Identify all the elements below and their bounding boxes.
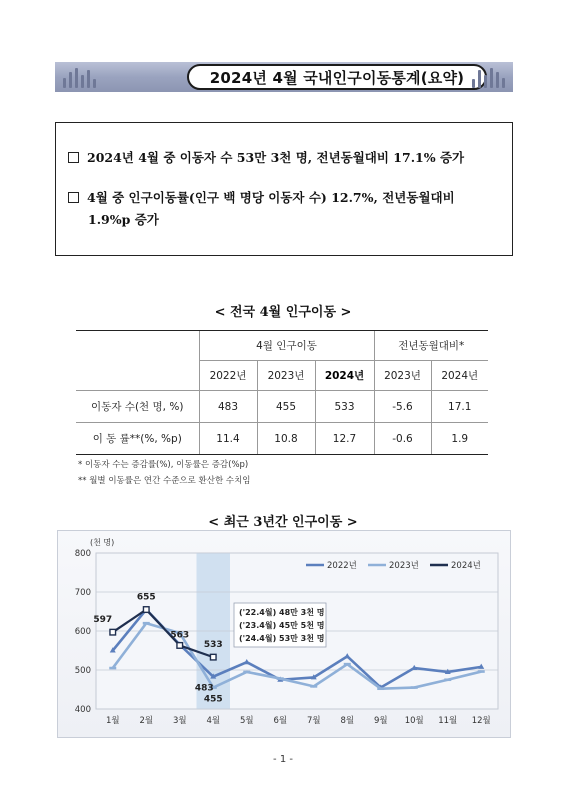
data-label: 483 (194, 683, 214, 694)
annotation-line: ('22.4월) 48만 3천 명 (239, 608, 325, 617)
table-cell: -0.6 (374, 423, 431, 455)
summary-item-1 (68, 147, 464, 169)
table-row (76, 423, 488, 455)
data-label: 655 (136, 592, 156, 603)
data-point (243, 671, 250, 674)
header-year: 2022년 (199, 361, 257, 391)
migration-table (76, 330, 488, 455)
data-point (143, 622, 150, 625)
header-group-yoy: 전년동월대비* (374, 331, 488, 361)
data-point (110, 629, 116, 635)
table-cell: 17.1 (431, 391, 488, 423)
data-point (277, 677, 284, 680)
header-year: 2024년 (431, 361, 488, 391)
data-point (210, 654, 216, 660)
header-group-april: 4월 인구이동 (199, 331, 374, 361)
data-point (143, 607, 149, 613)
checkbox-square-icon (68, 192, 79, 203)
data-point (344, 663, 351, 666)
x-tick-label: 3월 (172, 716, 187, 726)
summary-item-2-line1: 4월 중 인구이동률(인구 백 명당 이동자 수) 12.7%, 전년동월대비 (87, 190, 455, 205)
x-tick-label: 12월 (471, 716, 491, 726)
table-header-year-row (76, 361, 488, 391)
x-tick-label: 11월 (438, 716, 458, 726)
header-year: 2023년 (257, 361, 315, 391)
legend-label: 2022년 (327, 561, 357, 571)
x-tick-label: 2월 (139, 716, 154, 726)
table-cell: 11.4 (199, 423, 257, 455)
row-label: 이 동 률**(%, %p) (76, 423, 199, 455)
header-year: 2023년 (374, 361, 431, 391)
x-tick-label: 7월 (306, 716, 321, 726)
y-tick-label: 500 (74, 666, 91, 676)
data-point (177, 643, 183, 649)
footnote-2: ** 월별 이동률은 연간 수준으로 환산한 수치임 (78, 476, 251, 486)
checkbox-square-icon (68, 152, 79, 163)
table-row (76, 391, 488, 423)
data-point (377, 687, 384, 690)
chart-title: < 최근 3년간 인구이동 > (208, 515, 358, 530)
summary-item-2-line2: 1.9%p 증가 (88, 212, 159, 227)
summary-item-2 (68, 187, 503, 231)
x-tick-label: 4월 (206, 716, 221, 726)
table-title: < 전국 4월 인구이동 > (214, 305, 352, 320)
x-tick-label: 1월 (105, 716, 120, 726)
x-tick-label: 10월 (404, 716, 424, 726)
data-point (478, 670, 485, 673)
y-tick-label: 700 (74, 588, 91, 598)
table-cell: 1.9 (431, 423, 488, 455)
data-point (444, 678, 451, 681)
x-tick-label: 9월 (373, 716, 388, 726)
x-tick-label: 6월 (273, 716, 288, 726)
table-cell: 10.8 (257, 423, 315, 455)
row-label: 이동자 수(천 명, %) (76, 391, 199, 423)
legend-label: 2023년 (389, 561, 419, 571)
chart-frame (57, 530, 511, 738)
table-corner-lower (76, 361, 199, 391)
table-cell: 455 (257, 391, 315, 423)
table-cell: 533 (315, 391, 374, 423)
x-tick-label: 5월 (239, 716, 254, 726)
table-corner (76, 331, 199, 361)
annotation-line: ('23.4월) 45만 5천 명 (239, 621, 325, 630)
table-cell: 483 (199, 391, 257, 423)
title-banner (55, 62, 513, 92)
data-point (411, 686, 418, 689)
annotation-line: ('24.4월) 53만 3천 명 (239, 634, 325, 643)
data-label: 455 (203, 694, 223, 705)
table-cell: 12.7 (315, 423, 374, 455)
data-label: 597 (93, 615, 113, 626)
summary-box (55, 122, 513, 256)
y-tick-label: 600 (74, 627, 91, 637)
y-tick-label: 400 (74, 705, 91, 715)
decorative-bars-right (472, 66, 505, 88)
x-tick-label: 8월 (340, 716, 355, 726)
line-chart (58, 531, 512, 739)
legend-label: 2024년 (451, 561, 481, 571)
footnote-1: * 이동자 수는 증감률(%), 이동률은 증감(%p) (78, 460, 249, 470)
y-axis-label: (천 명) (90, 538, 115, 547)
page-title: 2024년 4월 국내인구이동통계(요약) (187, 64, 487, 90)
header-year: 2024년 (315, 361, 374, 391)
page-number: - 1 - (273, 754, 293, 765)
data-label: 563 (170, 630, 190, 641)
data-point (109, 667, 116, 670)
data-point (310, 685, 317, 688)
summary-item-1-text: 2024년 4월 중 이동자 수 53만 3천 명, 전년동월대비 17.1% 증가 (87, 150, 465, 165)
table-cell: -5.6 (374, 391, 431, 423)
table-header-group-row (76, 331, 488, 361)
decorative-bars-left (63, 66, 96, 88)
data-label: 533 (203, 640, 223, 651)
y-tick-label: 800 (74, 549, 91, 559)
